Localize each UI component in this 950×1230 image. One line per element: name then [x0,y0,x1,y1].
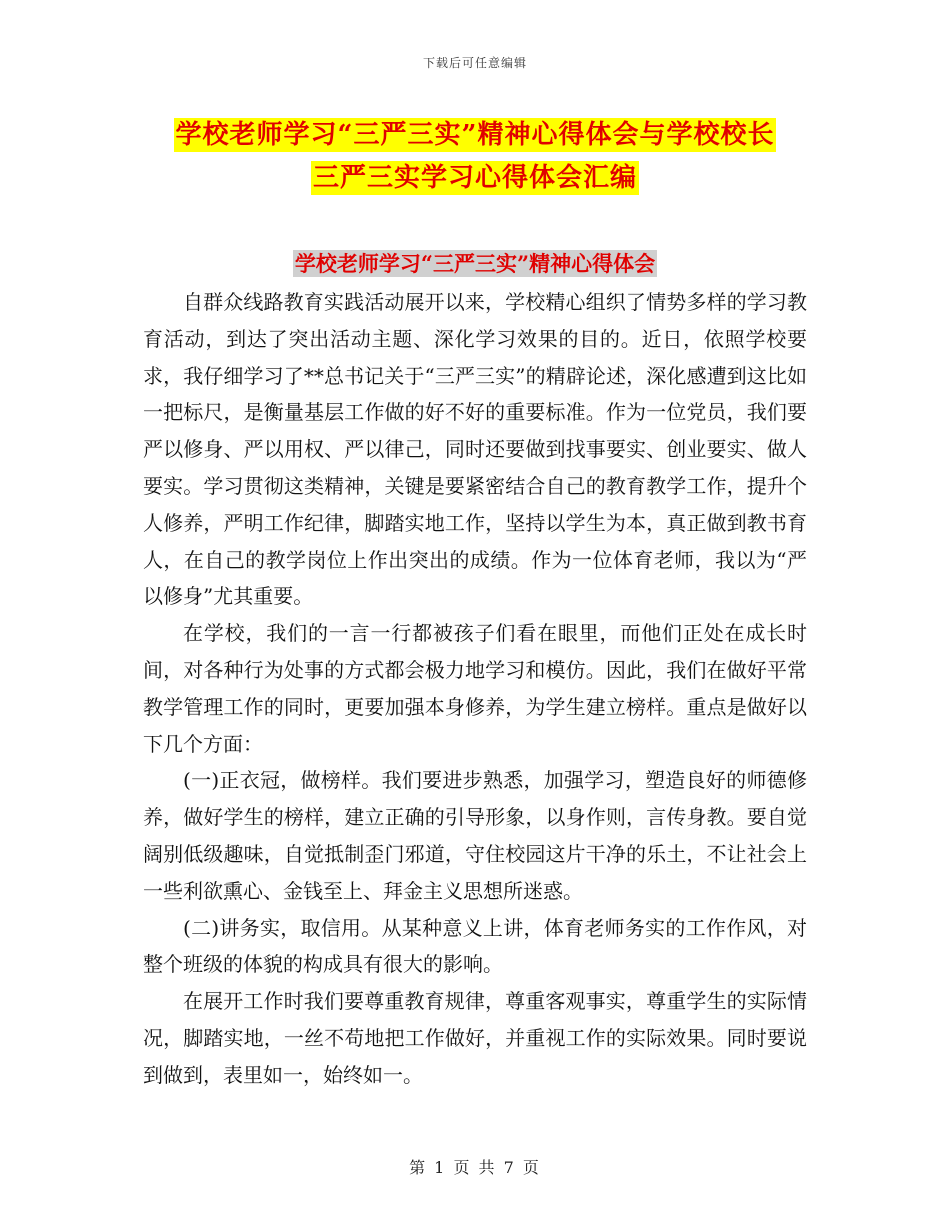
body-paragraph: (一)正衣冠，做榜样。我们要进步熟悉，加强学习，塑造良好的师德修养，做好学生的榜样，建立正确的引导形象，以身作则，言传身教。要自觉阔别低级趣味，自觉抵制歪门邪道，守住校园这片干净的乐土，不让社会上一些利欲熏心、金钱至上、拜金主义思想所迷惑。 [143,768,807,903]
page-footer: 第 1 页 共 7 页 [409,1158,541,1177]
body-paragraph: 在学校，我们的一言一行都被孩子们看在眼里，而他们正处在成长时间，对各种行为处事的方式都会极力地学习和模仿。因此，我们在做好平常教学管理工作的同时，更要加强本身修养，为学生建立榜样。重点是做好以下几个方面： [143,621,807,756]
body-paragraph: 在展开工作时我们要尊重教育规律，尊重客观事实，尊重学生的实际情况，脚踏实地，一丝不苟地把工作做好，并重视工作的实际效果。同时要说到做到，表里如一，始终如一。 [143,989,807,1087]
page-header-note: 下载后可任意编辑 [422,56,527,70]
document-body [143,284,807,1094]
document-title-line-1 [0,114,950,151]
body-paragraph: (二)讲务实，取信用。从某种意义上讲，体育老师务实的工作作风，对整个班级的体貌的构成具有很大的影响。 [143,915,807,977]
section-title-text: 学校老师学习“三严三实”精神心得体会 [294,251,656,276]
document-title-line-2-text: 三严三实学习心得体会汇编 [312,163,637,193]
document-title-line-2 [0,157,950,194]
section-title [0,248,950,278]
document-title-line-1-text: 学校老师学习“三严三实”精神心得体会与学校校长 [175,120,775,150]
body-paragraph: 自群众线路教育实践活动展开以来，学校精心组织了情势多样的学习教育活动，到达了突出活动主题、深化学习效果的目的。近日，依照学校要求，我仔细学习了**总书记关于“三严三实”的精辟论述，深化感遭到这比如一把标尺，是衡量基层工作做的好不好的重要标准。作为一位党员，我们要严以修身、严以用权、严以律己，同时还要做到找事要实、创业要实、做人要实。学习贯彻这类精神，关键是要紧密结合自己的教育教学工作，提升个人修养，严明工作纪律，脚踏实地工作，坚持以学生为本，真正做到教书育人，在自己的教学岗位上作出突出的成绩。作为一位体育老师，我以为“严以修身”尤其重要。 [143,290,807,609]
